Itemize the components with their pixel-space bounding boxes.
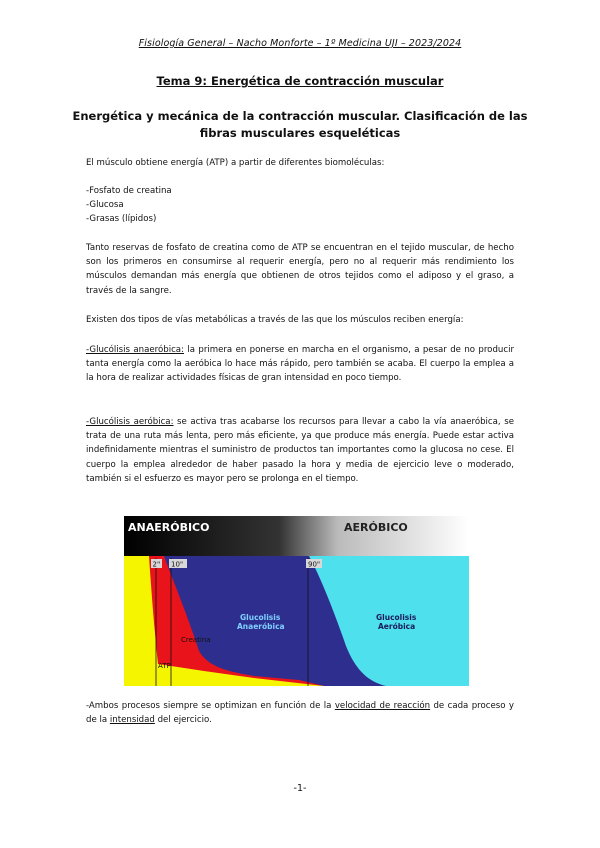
closing-pre: -Ambos procesos siempre se optimizan en función de la xyxy=(86,701,335,711)
aerobic-label-2: Aeróbica xyxy=(378,622,416,631)
section-title: Energética y mecánica de la contracción muscular. Clasificación de las fibras musculares esqueléticas xyxy=(72,109,528,140)
velocity-term: velocidad de reacción xyxy=(334,701,431,711)
sources-list xyxy=(86,184,514,227)
atp-label: ATP xyxy=(158,662,171,670)
list-item: -Fosfato de creatina xyxy=(86,186,172,196)
list-item: -Grasas (lípidos) xyxy=(86,214,157,225)
aerobic-label-1: Glucolisis xyxy=(376,613,417,622)
anaerobic-text: la primera en ponerse en marcha en el organismo, a pesar de no producir tanta energía como la aeróbica lo hace más rápido, pero también se acaba. El cuerpo la emplea a la hora de realizar actividades físicas de gran intensidad en poco tiempo. xyxy=(86,345,514,384)
label-2s: 2" xyxy=(152,560,161,569)
anaerobic-paragraph xyxy=(86,343,514,386)
running-header: Fisiología General – Nacho Monforte – 1º Medicina UJI – 2023/2024 xyxy=(138,38,462,49)
intensity-term: intensidad xyxy=(109,715,155,726)
topic-title: Tema 9: Energética de contracción muscular xyxy=(156,74,444,88)
page-number: -1- xyxy=(293,783,307,794)
aerobic-paragraph xyxy=(86,415,514,486)
energy-systems-figure xyxy=(124,516,469,686)
anaerobic-label-2: Anaeróbica xyxy=(237,622,285,631)
anaerobic-band-label: ANAERÓBICO xyxy=(128,521,210,534)
anaerobic-label-1: Glucolisis xyxy=(240,613,281,622)
label-10s: 10" xyxy=(171,560,184,569)
anaerobic-term: -Glucólisis anaeróbica: xyxy=(86,345,184,355)
aerobic-text: se activa tras acabarse los recursos para llevar a cabo la vía anaeróbica, se trata de una ruta más lenta, pero más eficiente, ya que produce más energía. Puede estar activa indefinidamente mientras el suministro de productos tan importantes como la glucosa no cese. El cuerpo la emplea alrededor de haber pasado la hora y media de ejercicio leve o moderado, también si el esfuerzo es mayor pero se prolonga en el tiempo. xyxy=(86,417,514,484)
creatina-label: Creatina xyxy=(181,636,211,644)
closing-post: del ejercicio. xyxy=(154,715,212,726)
intro-text: El músculo obtiene energía (ATP) a partir de diferentes biomoléculas: xyxy=(86,158,385,168)
aerobic-term: -Glucólisis aeróbica: xyxy=(86,417,174,427)
reserves-paragraph: Tanto reservas de fosfato de creatina como de ATP se encuentran en el tejido muscular, de hecho son los primeros en consumirse al requerir energía, pero no al requerir más rendimiento los músculos demandan más energía que obtienen de otros tejidos como el adiposo y el graso, a través de la sangre. xyxy=(86,243,514,296)
pathways-paragraph: Existen dos tipos de vías metabólicas a través de las que los músculos reciben energía: xyxy=(86,315,464,325)
closing-paragraph xyxy=(86,699,514,727)
label-90s: 90" xyxy=(308,560,321,569)
aerobic-band-label: AERÓBICO xyxy=(344,521,408,534)
list-item: -Glucosa xyxy=(86,200,124,211)
closing-mid: de cada proceso y de la xyxy=(86,701,514,726)
